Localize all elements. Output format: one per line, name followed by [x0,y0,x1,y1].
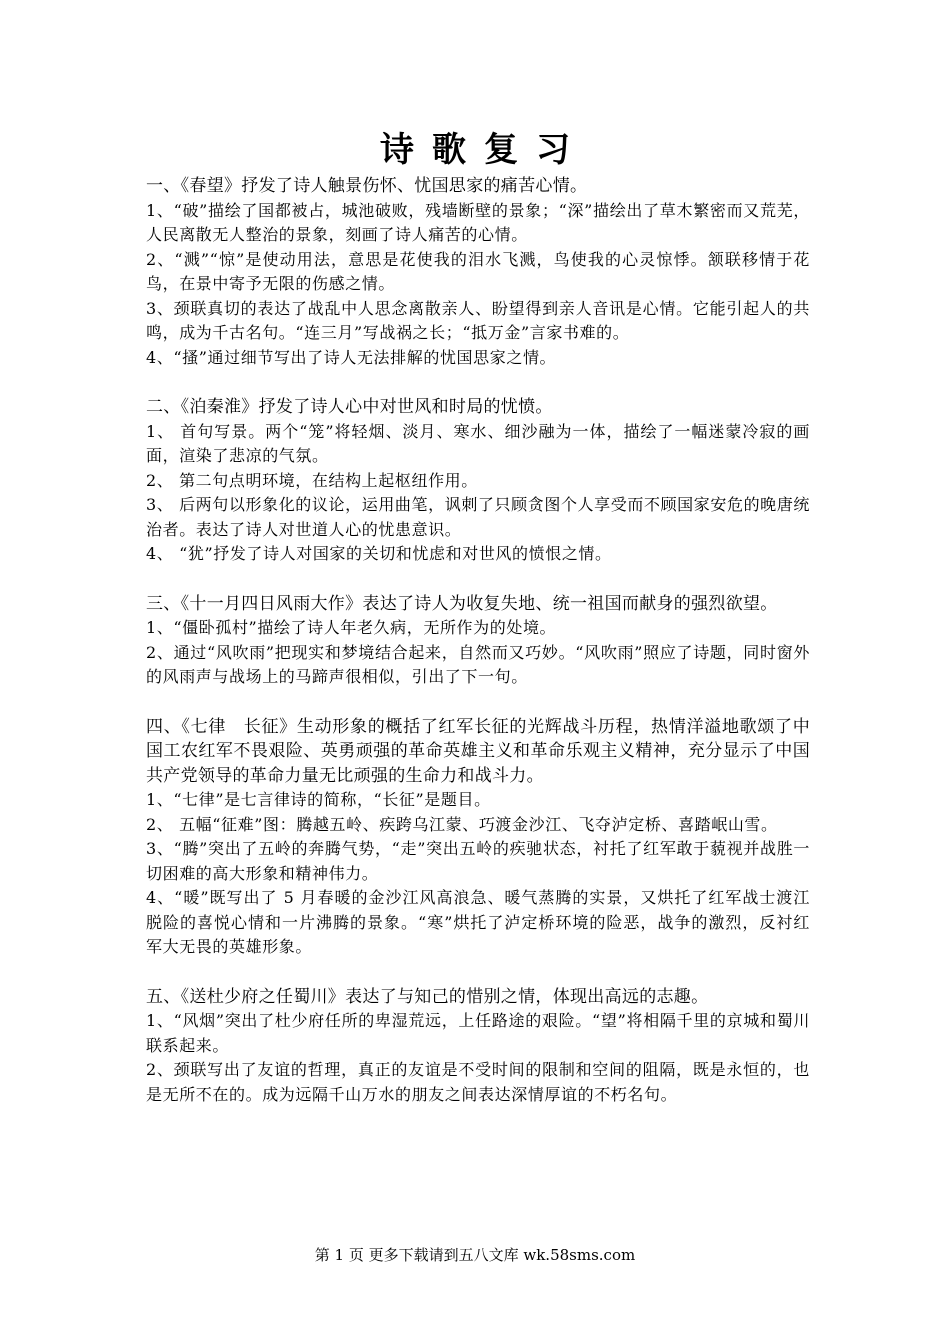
list-item: 2、通过“风吹雨”把现实和梦境结合起来，自然而又巧妙。“风吹雨”照应了诗题，同时窗外的风雨声与战场上的马蹄声很相似，引出了下一句。 [146,642,810,686]
list-item: 2、 第二句点明环境，在结构上起枢纽作用。 [146,470,478,490]
list-item: 3、“腾”突出了五岭的奔腾气势，“走”突出五岭的疾驰状态，衬托了红军敢于藐视并战胜一切困难的高大形象和精神伟力。 [146,839,810,883]
list-item: 1、 首句写景。两个“笼”将轻烟、淡月、寒水、细沙融为一体，描绘了一幅迷蒙冷寂的画面，渲染了悲凉的气氛。 [146,421,810,465]
section-heading: 一、《春望》抒发了诗人触景伤怀、忧国思家的痛苦心情。 [146,176,588,196]
section-fengyu [146,592,810,690]
list-item: 1、“七律”是七言律诗的简称，“长征”是题目。 [146,790,491,809]
section-heading: 四、《七律 长征》生动形象的概括了红军长征的光辉战斗历程，热情洋溢地歌颂了中国工农红军不畏艰险、英勇顽强的革命英雄主义和革命乐观主义精神，充分显示了中国共产党领导的革命力量无比顽强的生命力和战斗力。 [146,716,810,786]
list-item: 1、“风烟”突出了杜少府任所的卑湿荒远，上任路途的艰险。“望”将相隔千里的京城和蜀川联系起来。 [146,1011,810,1055]
list-item: 4、“搔”通过细节写出了诗人无法排解的忧国思家之情。 [146,347,557,367]
section-songdushaofu [146,985,810,1108]
list-item: 4、 “犹”抒发了诗人对国家的关切和忧虑和对世风的愤恨之情。 [146,544,612,563]
section-boqinhuai [146,395,810,567]
page-title: 诗歌复习 [380,130,588,170]
section-heading: 二、《泊秦淮》抒发了诗人心中对世风和时局的忧愤。 [146,397,553,417]
section-heading: 五、《送杜少府之任蜀川》表达了与知己的惜别之情，体现出高远的志趣。 [146,986,709,1007]
page-footer: 第 1 页 更多下载请到五八文库 wk.58sms.com [314,1246,636,1264]
list-item: 3、颈联真切的表达了战乱中人思念离散亲人、盼望得到亲人音讯是心情。它能引起人的共鸣，成为千古名句。“连三月”写战祸之长；“抵万金”言家书难的。 [146,298,810,342]
list-item: 2、 五幅“征难”图：腾越五岭、疾跨乌江蒙、巧渡金沙江、飞夺泸定桥、喜踏岷山雪。 [146,814,778,834]
list-item: 3、 后两句以形象化的议论，运用曲笔，讽刺了只顾贪图个人享受而不顾国家安危的晚唐统治者。表达了诗人对世道人心的忧患意识。 [146,495,810,539]
document-body [146,174,810,1107]
list-item: 2、“溅”“惊”是使动用法，意思是花使我的泪水飞溅，鸟使我的心灵惊悸。颔联移情于花鸟，在景中寄予无限的伤感之情。 [146,249,810,293]
list-item: 1、“破”描绘了国都被占，城池破败，残墙断壁的景象；“深”描绘出了草木繁密而又荒芜，人民离散无人整治的景象，刻画了诗人痛苦的心情。 [146,200,810,244]
list-item: 1、“僵卧孤村”描绘了诗人年老久病，无所作为的处境。 [146,618,557,637]
section-changzheng [146,715,810,960]
list-item: 4、“暖”既写出了 5 月春暖的金沙江风高浪急、暖气蒸腾的实景，又烘托了红军战士渡江脱险的喜悦心情和一片沸腾的景象。“寒”烘托了泸定桥环境的险恶，战争的激烈，反衬红军大无畏的英雄形象。 [146,888,810,956]
section-heading: 三、《十一月四日风雨大作》表达了诗人为收复失地、统一祖国而献身的强烈欲望。 [146,593,778,614]
section-chunwang [146,174,810,370]
list-item: 2、颈联写出了友谊的哲理，真正的友谊是不受时间的限制和空间的阻隔，既是永恒的，也是无所不在的。成为远隔千山万水的朋友之间表达深情厚谊的不朽名句。 [146,1060,810,1104]
